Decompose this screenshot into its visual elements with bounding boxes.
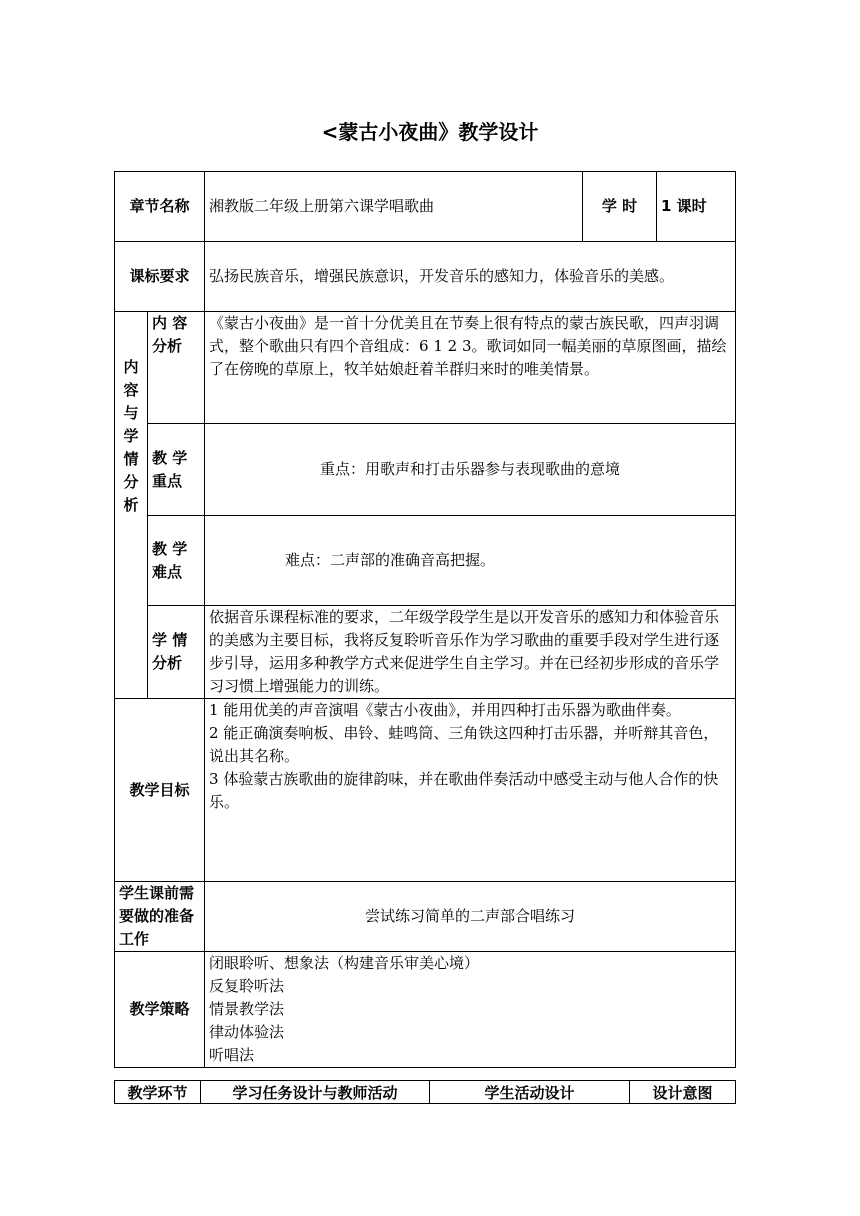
difficulty-label: 教 学 难点 xyxy=(148,516,205,606)
chapter-label: 章节名称 xyxy=(115,172,205,242)
objectives-row xyxy=(115,699,736,882)
content-label: 内 容 分析 xyxy=(148,312,205,424)
difficulty-value: 难点：二声部的准确音高把握。 xyxy=(205,516,736,606)
key-value: 重点：用歌声和打击乐器参与表现歌曲的意境 xyxy=(205,424,736,516)
objective-item: 3 体验蒙古族歌曲的旋律韵味，并在歌曲伴奏活动中感受主动与他人合作的快乐。 xyxy=(209,770,719,811)
process-header-row xyxy=(115,1081,736,1104)
hours-label: 学 时 xyxy=(583,172,657,242)
preparation-row xyxy=(115,882,736,952)
header-teacher-activity: 学习任务设计与教师活动 xyxy=(201,1081,430,1104)
header-student-activity: 学生活动设计 xyxy=(430,1081,630,1104)
objectives-value xyxy=(205,699,736,882)
preparation-value: 尝试练习简单的二声部合唱练习 xyxy=(205,882,736,952)
preparation-label: 学生课前需要做的准备工作 xyxy=(115,882,205,952)
strategy-item: 反复聆听法 xyxy=(209,977,285,995)
objective-item: 1 能用优美的声音演唱《蒙古小夜曲》，并用四种打击乐器为歌曲伴奏。 xyxy=(209,701,681,719)
students-label: 学 情 分析 xyxy=(148,606,205,699)
standard-row xyxy=(115,242,736,312)
objective-item: 2 能正确演奏响板、串铃、蛙鸣筒、三角铁这四种打击乐器，并听辩其音色，说出其名称。 xyxy=(209,724,719,765)
analysis-group-label: 内容与学情分析 xyxy=(115,312,148,699)
strategy-item: 听唱法 xyxy=(209,1046,255,1064)
header-design-intent: 设计意图 xyxy=(630,1081,736,1104)
teaching-process-header-table xyxy=(114,1080,736,1104)
lesson-info-table xyxy=(114,171,736,1068)
document-title: <蒙古小夜曲》教学设计 xyxy=(321,120,539,144)
content-analysis-row xyxy=(115,312,736,424)
strategy-row xyxy=(115,952,736,1068)
strategy-item: 情景教学法 xyxy=(209,1000,285,1018)
key-point-row xyxy=(115,424,736,516)
chapter-row xyxy=(115,172,736,242)
strategy-item: 闭眼聆听、想象法（构建音乐审美心境） xyxy=(209,954,480,972)
chapter-value: 湘教版二年级上册第六课学唱歌曲 xyxy=(205,172,583,242)
standard-label: 课标要求 xyxy=(115,242,205,312)
header-teaching-stage: 教学环节 xyxy=(115,1081,201,1104)
standard-value: 弘扬民族音乐，增强民族意识，开发音乐的感知力，体验音乐的美感。 xyxy=(205,242,736,312)
strategy-item: 律动体验法 xyxy=(209,1023,285,1041)
objectives-label: 教学目标 xyxy=(115,699,205,882)
strategy-value xyxy=(205,952,736,1068)
content-value: 《蒙古小夜曲》是一首十分优美且在节奏上很有特点的蒙古族民歌，四声羽调式，整个歌曲只有四个音组成：6 1 2 3。歌词如同一幅美丽的草原图画，描绘了在傍晚的草原上，牧羊姑娘赶着羊群归来时的唯美情景。 xyxy=(205,312,736,424)
students-value: 依据音乐课程标准的要求，二年级学段学生是以开发音乐的感知力和体验音乐的美感为主要目标，我将反复聆听音乐作为学习歌曲的重要手段对学生进行逐步引导，运用多种教学方式来促进学生自主学习。并在已经初步形成的音乐学习习惯上增强能力的训练。 xyxy=(205,606,736,699)
hours-value: 1 课时 xyxy=(657,172,736,242)
key-label: 教 学 重点 xyxy=(148,424,205,516)
difficulty-row xyxy=(115,516,736,606)
strategy-label: 教学策略 xyxy=(115,952,205,1068)
students-row xyxy=(115,606,736,699)
